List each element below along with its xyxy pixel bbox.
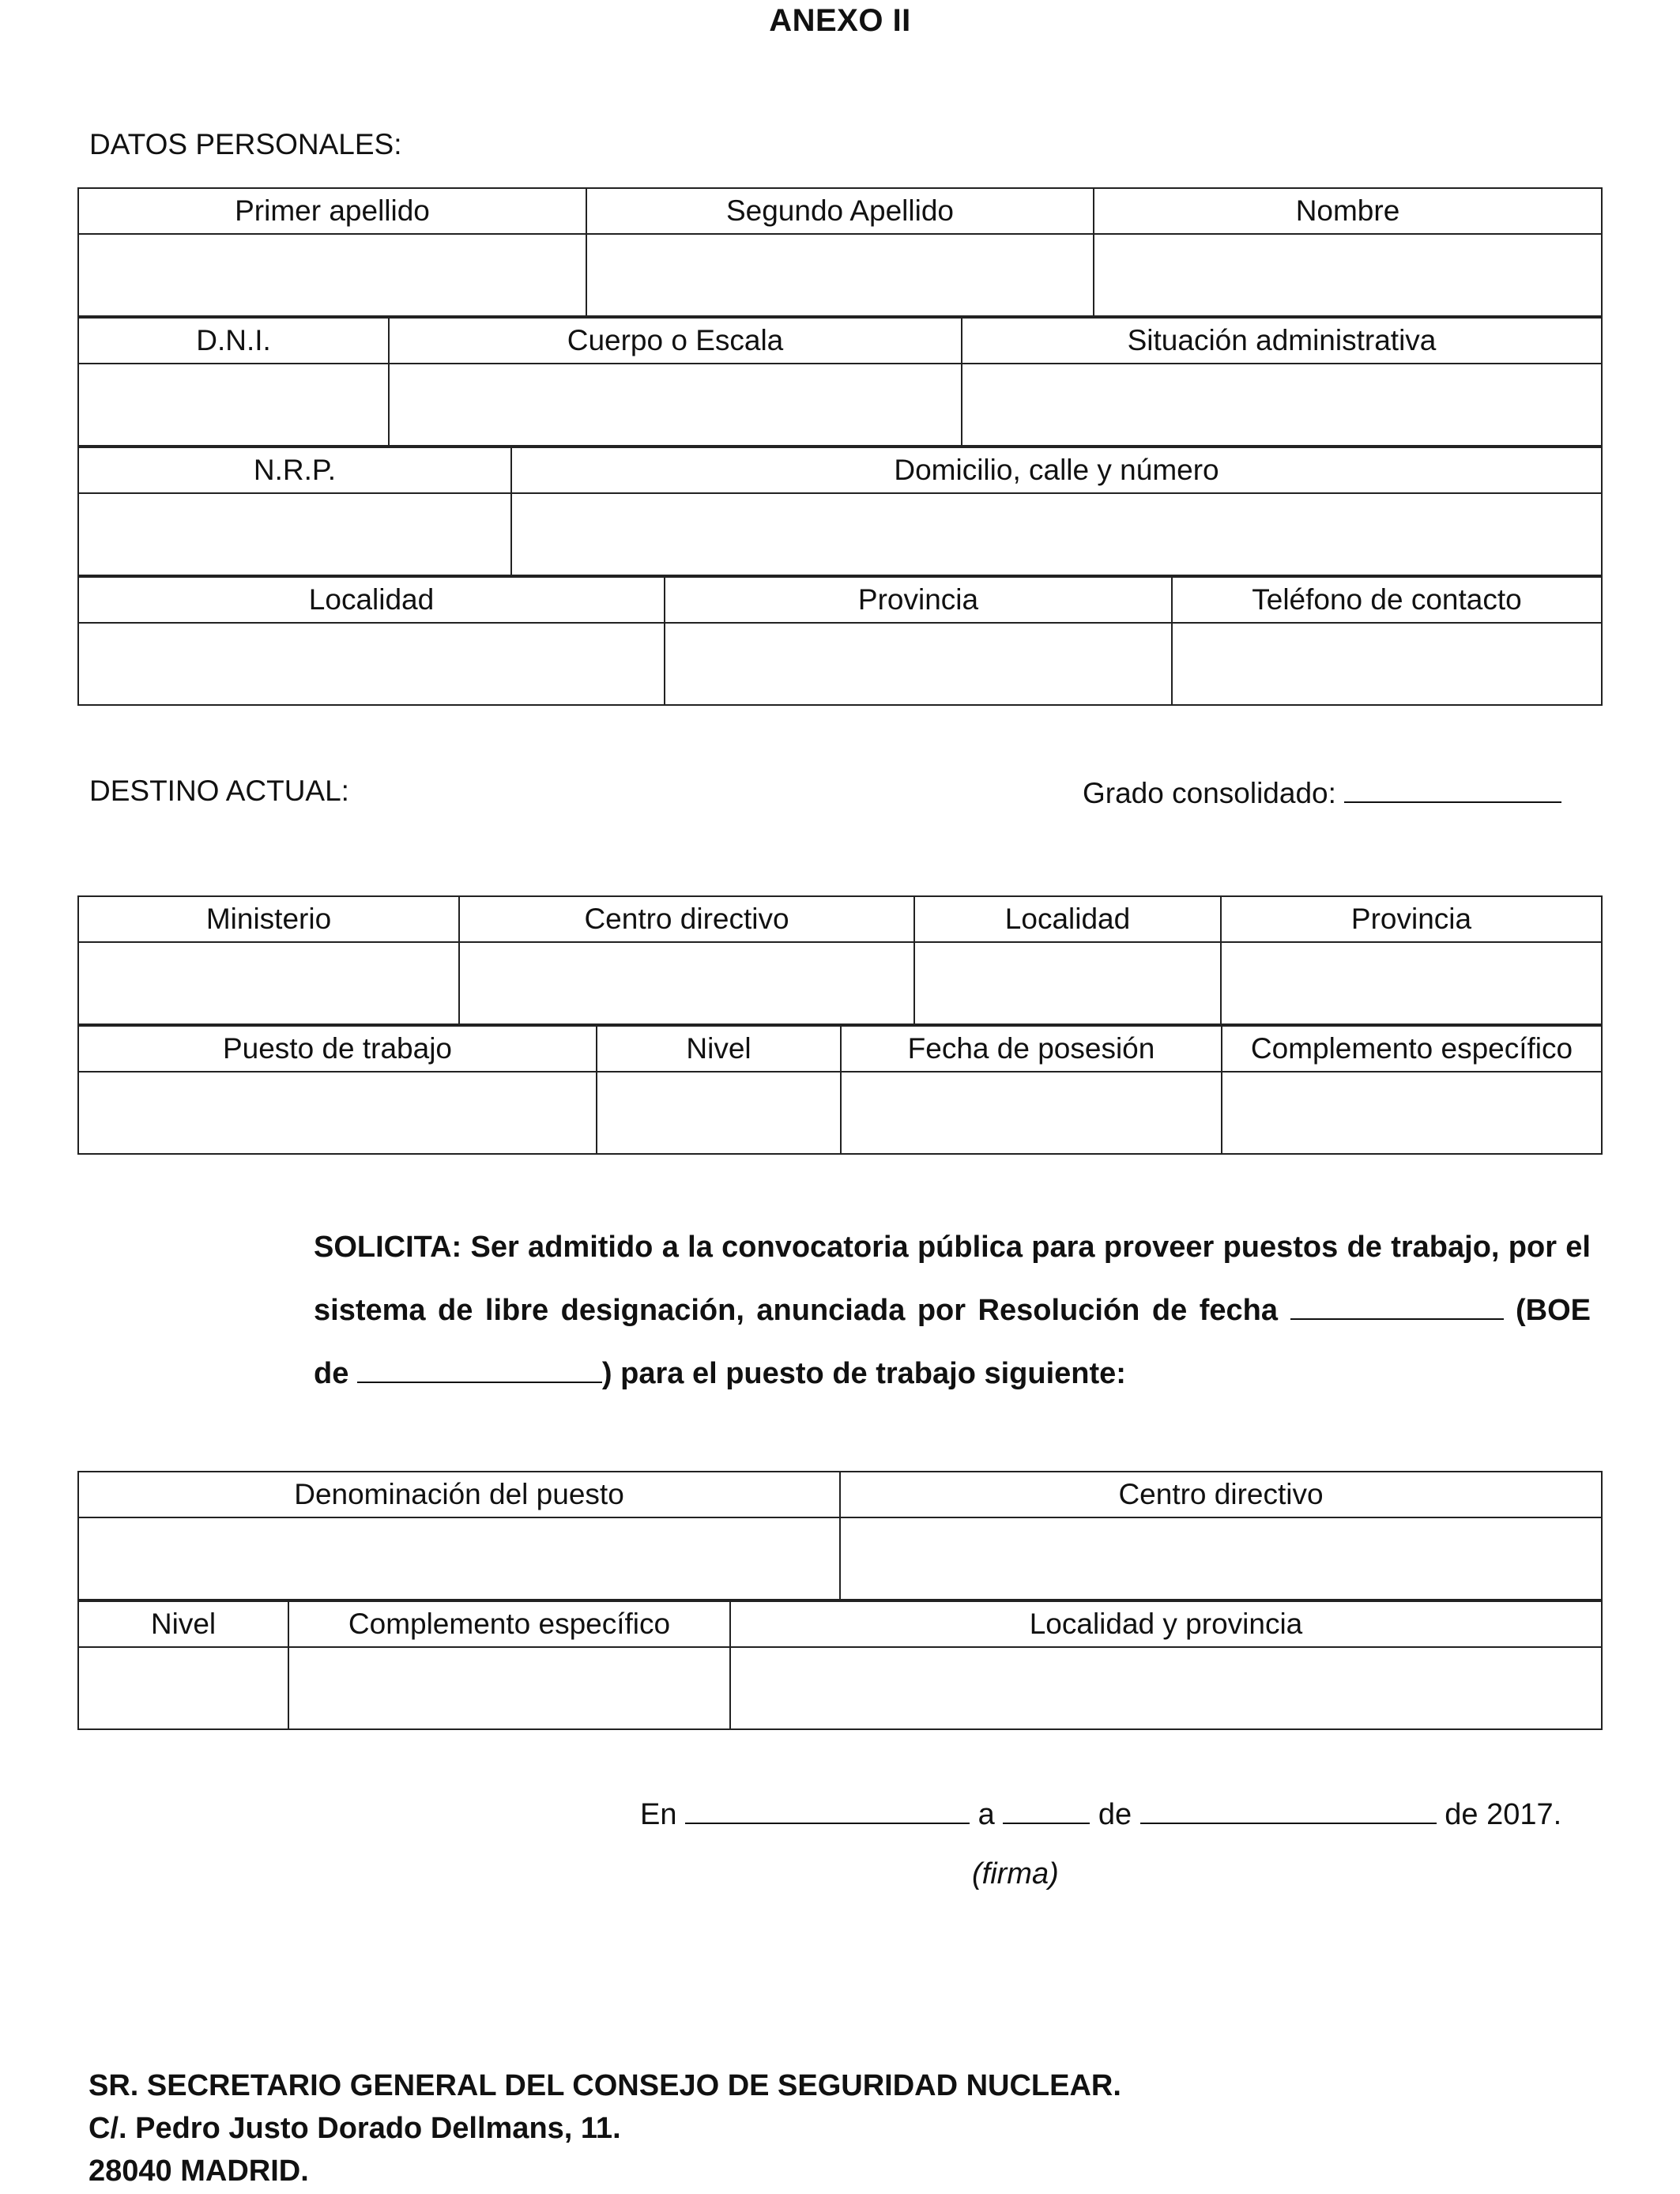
address-line-3: 28040 MADRID. [89, 2154, 309, 2188]
grado-consolidado-blank[interactable] [1344, 775, 1561, 803]
primer-apellido-field[interactable] [78, 234, 586, 316]
situacion-administrativa-label: Situación administrativa [962, 318, 1602, 364]
fecha-line [640, 1796, 1573, 1832]
dni-label: D.N.I. [78, 318, 389, 364]
situacion-administrativa-field[interactable] [962, 364, 1602, 446]
destino-nivel-field[interactable] [597, 1072, 841, 1154]
provincia-label: Provincia [665, 577, 1172, 623]
grado-consolidado [1083, 775, 1561, 810]
destino-localidad-field[interactable] [914, 942, 1221, 1024]
cuerpo-escala-field[interactable] [389, 364, 962, 446]
fecha-year: de 2017. [1445, 1798, 1562, 1831]
address-line-2: C/. Pedro Justo Dorado Dellmans, 11. [89, 2112, 621, 2145]
localidad-provincia-label: Localidad y provincia [730, 1601, 1602, 1647]
denominacion-puesto-label: Denominación del puesto [78, 1472, 840, 1517]
domicilio-label: Domicilio, calle y número [511, 447, 1602, 493]
puesto-centro-directivo-field[interactable] [840, 1517, 1602, 1600]
destino-provincia-field[interactable] [1221, 942, 1602, 1024]
localidad-provincia-field[interactable] [730, 1647, 1602, 1729]
destino-localidad-label: Localidad [914, 896, 1221, 942]
domicilio-field[interactable] [511, 493, 1602, 575]
solicita-text-3: ) para el puesto de trabajo siguiente: [601, 1357, 1126, 1390]
cuerpo-escala-label: Cuerpo o Escala [389, 318, 962, 364]
document-title: ANEXO II [769, 3, 911, 38]
ministerio-label: Ministerio [78, 896, 459, 942]
fecha-a: a [977, 1798, 995, 1831]
solicita-paragraph [314, 1216, 1591, 1405]
solicita-text-2: (BOE de [314, 1294, 1591, 1390]
firma-label: (firma) [972, 1857, 1059, 1891]
nrp-field[interactable] [78, 493, 511, 575]
personal-table-row4 [77, 576, 1603, 706]
puesto-trabajo-label: Puesto de trabajo [78, 1026, 597, 1072]
puesto-table-row1 [77, 1471, 1603, 1600]
localidad-field[interactable] [78, 623, 665, 705]
solicita-lead: SOLICITA: [314, 1231, 462, 1264]
personal-data-heading: DATOS PERSONALES: [89, 128, 402, 160]
boe-fecha-blank[interactable] [357, 1355, 602, 1383]
fecha-posesion-label: Fecha de posesión [841, 1026, 1222, 1072]
puesto-complemento-label: Complemento específico [288, 1601, 730, 1647]
mes-blank[interactable] [1140, 1796, 1437, 1824]
grado-consolidado-label: Grado consolidado: [1083, 777, 1336, 809]
dni-field[interactable] [78, 364, 389, 446]
puesto-nivel-label: Nivel [78, 1601, 288, 1647]
nombre-label: Nombre [1094, 188, 1602, 234]
personal-table-row3 [77, 447, 1603, 576]
solicita-text-1: Ser admitido a la convocatoria pública para proveer puestos de trabajo, por el sistema de libre designación, anunciada por Resolución de fecha [314, 1231, 1591, 1327]
nrp-label: N.R.P. [78, 447, 511, 493]
denominacion-puesto-field[interactable] [78, 1517, 840, 1600]
destino-nivel-label: Nivel [597, 1026, 841, 1072]
puesto-centro-directivo-label: Centro directivo [840, 1472, 1602, 1517]
destino-table-row1 [77, 895, 1603, 1025]
fecha-de: de [1098, 1798, 1132, 1831]
puesto-table-row2 [77, 1600, 1603, 1730]
puesto-nivel-field[interactable] [78, 1647, 288, 1729]
address-line-1: SR. SECRETARIO GENERAL DEL CONSEJO DE SEGURIDAD NUCLEAR. [89, 2069, 1121, 2102]
fecha-en: En [640, 1798, 677, 1831]
destino-complemento-label: Complemento específico [1222, 1026, 1602, 1072]
centro-directivo-label: Centro directivo [459, 896, 914, 942]
destino-provincia-label: Provincia [1221, 896, 1602, 942]
fecha-posesion-field[interactable] [841, 1072, 1222, 1154]
destino-table-row2 [77, 1025, 1603, 1155]
puesto-trabajo-field[interactable] [78, 1072, 597, 1154]
segundo-apellido-label: Segundo Apellido [586, 188, 1094, 234]
dia-blank[interactable] [1003, 1796, 1090, 1824]
centro-directivo-field[interactable] [459, 942, 914, 1024]
destino-actual-heading: DESTINO ACTUAL: [89, 775, 349, 807]
segundo-apellido-field[interactable] [586, 234, 1094, 316]
puesto-complemento-field[interactable] [288, 1647, 730, 1729]
resolucion-fecha-blank[interactable] [1290, 1291, 1504, 1320]
nombre-field[interactable] [1094, 234, 1602, 316]
primer-apellido-label: Primer apellido [78, 188, 586, 234]
telefono-label: Teléfono de contacto [1172, 577, 1602, 623]
destino-complemento-field[interactable] [1222, 1072, 1602, 1154]
lugar-blank[interactable] [685, 1796, 970, 1824]
provincia-field[interactable] [665, 623, 1172, 705]
personal-table-row2 [77, 317, 1603, 447]
ministerio-field[interactable] [78, 942, 459, 1024]
personal-table-row1 [77, 187, 1603, 317]
localidad-label: Localidad [78, 577, 665, 623]
telefono-field[interactable] [1172, 623, 1602, 705]
